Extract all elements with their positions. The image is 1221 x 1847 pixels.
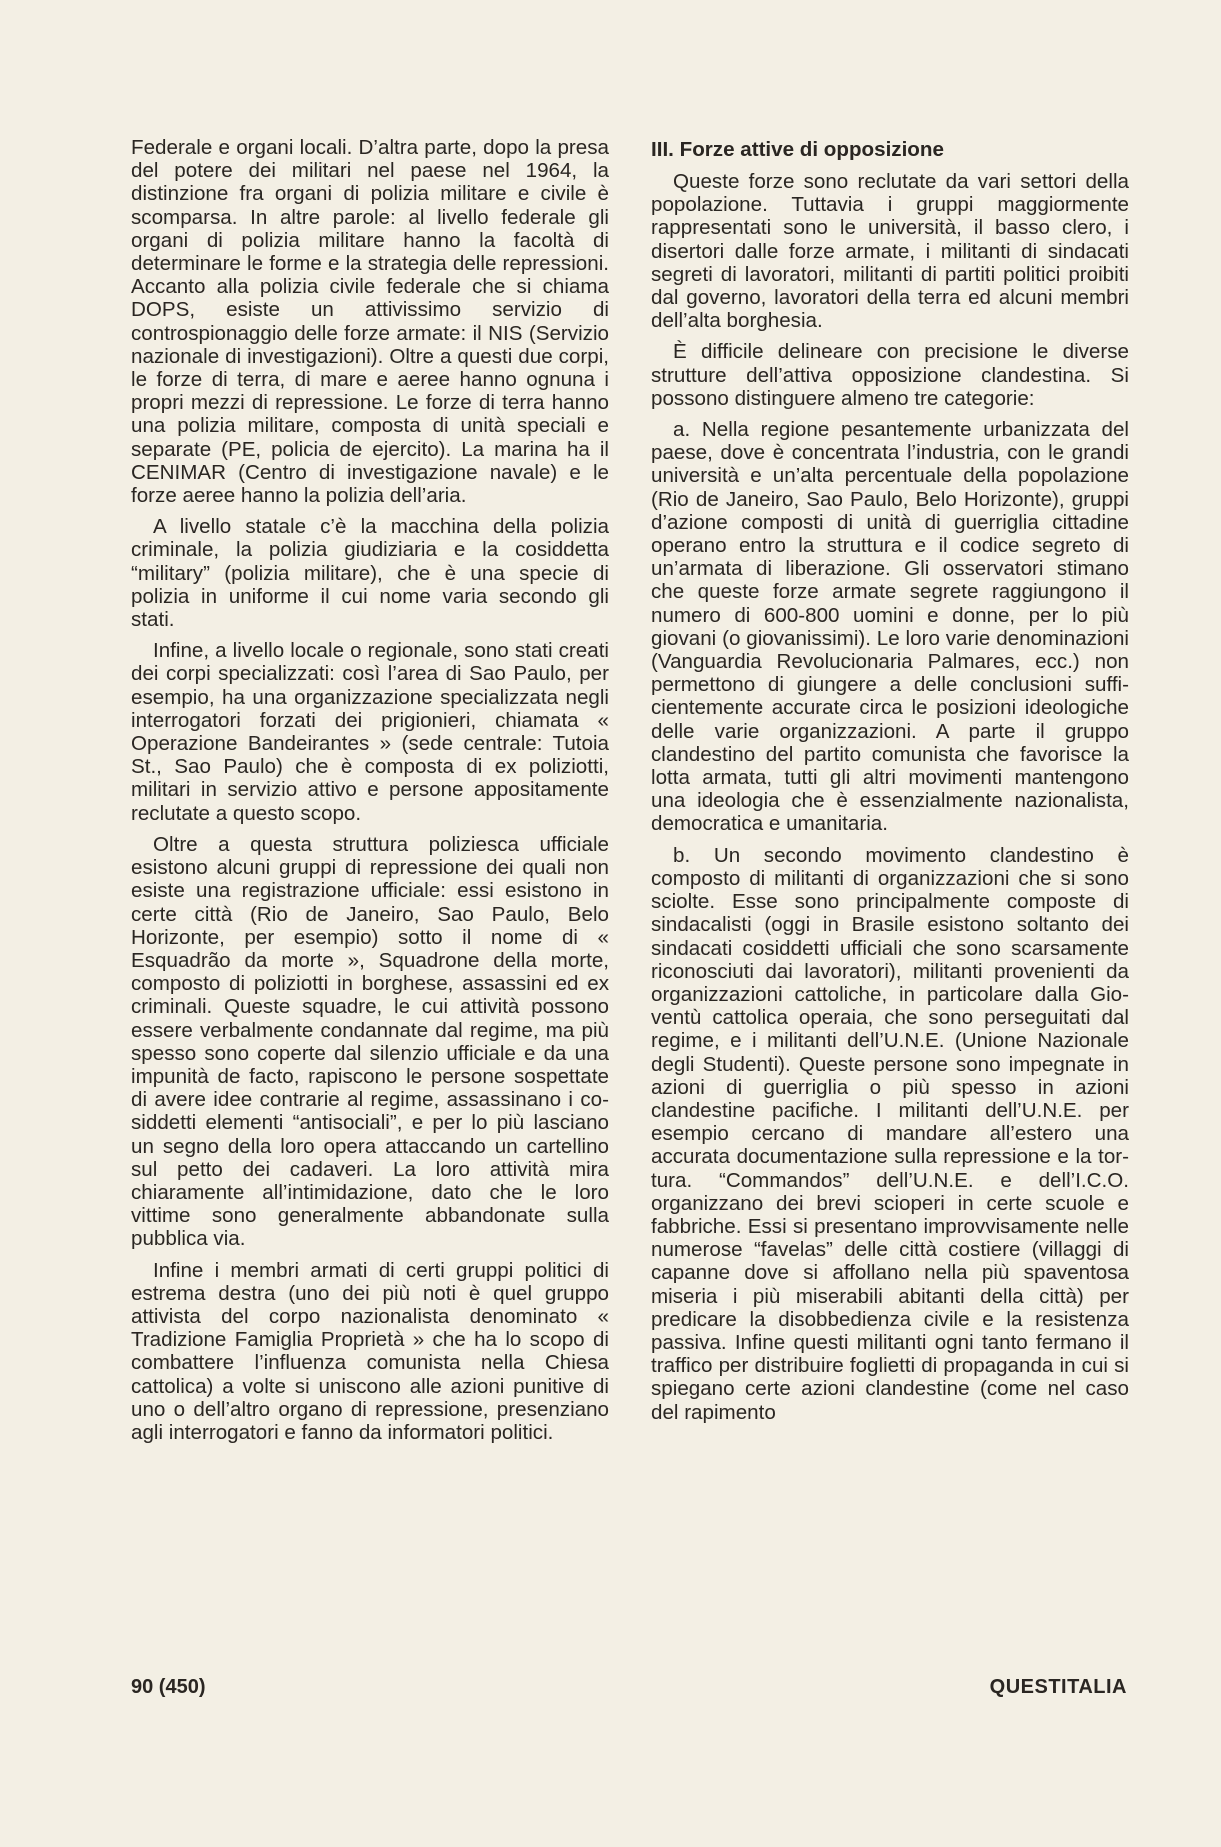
paragraph: Queste forze sono reclutate da vari settori della popolazione. Tuttavia i gruppi maggiormente rappresentati sono le università, il basso clero, i disertori dalle forze armate, i militanti di sindacati segreti di lavoratori, militanti di partiti politici proibiti dal governo, lavoratori della terra ed alcuni membri dell’alta borghesia. (651, 170, 1129, 333)
right-column (651, 138, 1129, 1424)
paragraph: Oltre a questa struttura poliziesca ufficiale esistono alcuni gruppi di repressione dei quali non esiste una registrazione ufficiale: essi esistono in certe città (Rio de Janeiro, Sao Paulo, Belo Horizonte, per esempio) sotto il nome di « Esquadrão da morte », Squadrone della morte, composto di poliziotti in borghese, assassini ed ex criminali. Queste squadre, le cui attività possono essere verbalmente condannate dal regime, ma più spesso sono coperte dal silenzio ufficiale e da una impunità de facto, rapiscono le persone sospettate di avere idee contrarie al regime, assassinano i cosiddetti elementi “antisociali”, e per lo più lasciano un segno della loro opera attaccando un cartellino sul petto dei cadaveri. La loro attività mira chiaramente all’intimidazione, dato che le loro vittime sono generalmente abbandonate sulla pubblica via. (131, 832, 609, 1251)
paragraph: Infine, a livello locale o regionale, sono stati creati dei corpi specializzati: così l’area di Sao Paulo, per esempio, ha una organizzazione specializzata negli interrogatori forzati dei prigionieri, chiamata « Operazione Bandeirantes » (sede centrale: Tutoia St., Sao Paulo) che è composta di ex poliziotti, militari in servizio attivo e persone appositamente reclutate a questo scopo. (131, 639, 609, 825)
magazine-name: QUESTITALIA (989, 1676, 1127, 1698)
paragraph: b. Un secondo movimento clandestino è composto di militanti di organizzazioni che si sono sciolte. Esse sono principalmente composte di sindacalisti (oggi in Brasile esistono soltanto dei sindacati cosiddetti ufficiali che sono scarsamente riconosciuti dai lavoratori), militanti provenienti da organizzazioni cattoliche, in particolare dalla Gioventù cattolica operaia, che sono perseguitati dal regime, e i militanti dell’U.N.E. (Unione Nazionale degli Studenti). Queste persone sono impegnate in azioni di guerriglia o più spesso in azioni clandestine pacifiche. I militanti dell’U.N.E. per esempio cercano di mandare all’estero una accurata documentazione sulla repressione e la tortura. “Commandos” dell’U.N.E. e dell’I.C.O. organizzano dei brevi scioperi in certe scuole e fabbriche. Essi si presentano improvvisamente nelle numerose “favelas” delle città costiere (villaggi di capanne dove si affollano nella più spaventosa miseria i più miserabili abitanti della città) per predicare la disobbedienza civile e la resistenza passiva. Infine questi militanti ogni tanto fermano il traffico per distribuire foglietti di propaganda in cui si spiegano certe azioni clandestine (come nel caso del rapimento (651, 843, 1129, 1424)
paragraph: Infine i membri armati di certi gruppi politici di estrema destra (uno dei più noti è quel gruppo attivista del corpo nazionalista denominato « Tradizione Famiglia Proprietà » che ha lo scopo di combattere l’influenza comunista nella Chiesa cattolica) a volte si uniscono alle azioni punitive di uno o dell’altro organo di repressione, presenziano agli interrogatori e fanno da informatori politici. (131, 1258, 609, 1444)
left-column (131, 136, 609, 1444)
page-number: 90 (450) (131, 1676, 206, 1698)
section-title: III. Forze attive di opposizione (651, 138, 944, 161)
paragraph: È difficile delineare con precisione le diverse strutture dell’attiva opposizione clandestina. Si possono distinguere almeno tre categorie: (651, 340, 1129, 410)
paragraph: a. Nella regione pesantemente urbanizzata del paese, dove è concentrata l’industria, con le grandi università e un’alta percentuale della popolazione (Rio de Janeiro, Sao Paulo, Belo Horizonte), gruppi d’azione composti di unità di guerriglia cittadine operano entro la struttura e il codice segreto di un’armata di liberazione. Gli osservatori stimano che queste forze armate segrete raggiungono il numero di 600-800 uomini e donne, per lo più giovani (o giovanissimi). Le loro varie denominazioni (Vanguardia Revolucionaria Palmares, ecc.) non permettono di giungere a delle conclusioni sufficientemente accurate circa le posizioni ideologiche delle varie organizzazioni. A parte il gruppo clandestino del partito comunista che favorisce la lotta armata, tutti gli altri movimenti mantengono una ideologia che è essenzialmente nazionalista, democratica e umanitaria. (651, 418, 1129, 836)
paragraph: A livello statale c’è la macchina della polizia criminale, la polizia giudiziaria e la cosiddetta “military” (polizia militare), che è una specie di polizia in uniforme il cui nome varia secondo gli stati. (131, 515, 609, 632)
paragraph: Federale e organi locali. D’altra parte, dopo la presa del potere dei militari nel paese nel 1964, la distinzione fra organi di polizia militare e civile è scomparsa. In altre parole: al livello federale gli organi di polizia militare hanno la facoltà di determinare le forme e la strategia delle repressioni. Accanto alla polizia civile federale che si chiama DOPS, esiste un attivissimo servizio di controspionaggio delle forze armate: il NIS (Servizio nazionale di investigazioni). Oltre a questi due corpi, le forze di terra, di mare e aeree hanno ognuna i propri mezzi di repressione. Le forze di terra hanno una polizia militare, composta di unità speciali e separate (PE, policia de ejercito). La marina ha il CENIMAR (Centro di investigazione navale) e le forze aeree hanno la polizia dell’aria. (131, 136, 609, 508)
